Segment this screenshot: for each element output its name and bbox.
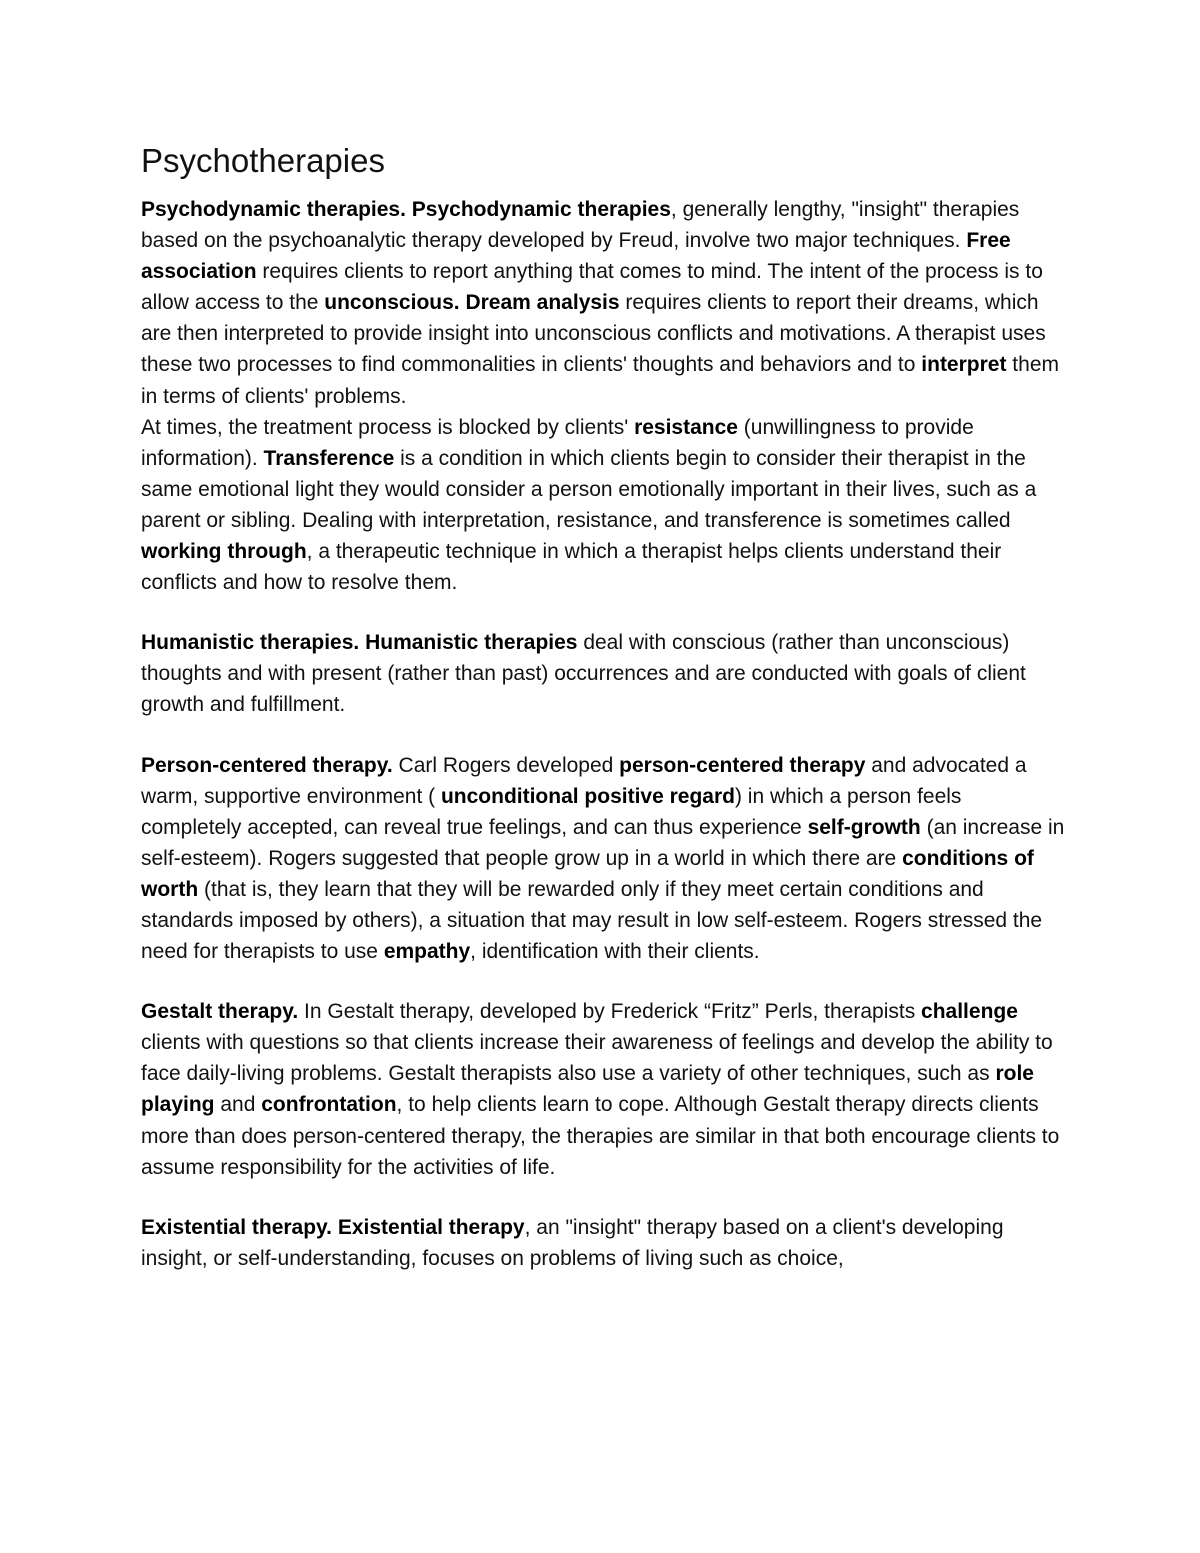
page-title: Psychotherapies (141, 142, 385, 179)
term-working-through: working through (141, 540, 307, 564)
paragraph-psychodynamic (141, 194, 1066, 412)
term-interpret: interpret (921, 353, 1007, 377)
text-span: is a condition in which clients begin to consider their therapist in the same emotional light they would consider a person emotionally important in their lives, such as a parent or sibling. Dealing with interpretation, resistance, and transference is sometimes called (141, 446, 1037, 532)
text-span: requires clients to report anything that comes to mind. The intent of the process is to allow access to the (141, 260, 1043, 315)
text-span: and (214, 1093, 262, 1117)
text-span: requires clients to report their dreams, which are then interpreted to provide insight into unconscious conflicts and motivations. A therapist uses these two processes to find commonalities in clients' thoughts and behaviors and to (141, 291, 1046, 377)
text-span: , generally lengthy, "insight" therapies based on the psychoanalytic therapy developed by Freud, involve two major techniques. (141, 198, 1020, 253)
paragraph-humanistic (141, 627, 1066, 720)
text-span: , a therapeutic technique in which a therapist helps clients understand their conflicts and how to resolve them. (141, 540, 1002, 595)
term-confrontation: confrontation (261, 1093, 397, 1117)
heading-psychodynamic: Psychodynamic therapies. (141, 198, 406, 221)
document-page (141, 140, 1066, 1274)
term-psychodynamic-therapies: Psychodynamic therapies (411, 198, 671, 221)
paragraph-gap (141, 1183, 1066, 1212)
text-span: Carl Rogers developed (392, 753, 620, 777)
text-span: , an "insight" therapy based on a client's developing insight, or self-understanding, focuses on problems of living such as choice, (141, 1215, 1004, 1270)
paragraph-gap (141, 721, 1066, 750)
text-span: , identification with their clients. (470, 940, 760, 964)
term-free-association: Free association (141, 229, 1011, 284)
text-span: In Gestalt therapy, developed by Frederick “Fritz” Perls, therapists (298, 1000, 922, 1024)
text-span: (that is, they learn that they will be rewarded only if they meet certain conditions and standards imposed by others), a situation that may result in low self-esteem. Rogers stressed the need for therapists to use (141, 877, 1043, 964)
term-self-growth: self-growth (807, 815, 921, 839)
term-humanistic-therapies: Humanistic therapies (365, 631, 578, 655)
paragraph-gap (141, 598, 1066, 627)
term-existential-therapy: Existential therapy (337, 1215, 525, 1239)
text-span: , to help clients learn to cope. Although Gestalt therapy directs clients more than does person-centered therapy, the therapies are similar in that both encourage clients to assume responsibility for the activities of life. (141, 1093, 1060, 1179)
paragraph-gestalt (141, 996, 1066, 1183)
text-span: (unwillingness to provide information). (141, 415, 974, 470)
text-span: clients with questions so that clients increase their awareness of feelings and develop the ability to face daily-living problems. Gestalt therapists also use a variety of other techniques, such as (141, 1031, 1053, 1086)
term-dream-analysis: Dream analysis (465, 291, 620, 315)
text-span: and advocated a warm, supportive environment ( (141, 753, 1027, 808)
text-span: them in terms of clients' problems. (141, 353, 1059, 408)
paragraph-person-centered (141, 750, 1066, 968)
heading-existential: Existential therapy. (141, 1215, 333, 1239)
text-span: ) in which a person feels completely accepted, can reveal true feelings, and can thus experience (141, 784, 962, 839)
term-conditions-of-worth: conditions of worth (141, 846, 1034, 901)
term-challenge: challenge (921, 1000, 1018, 1024)
term-resistance: resistance (634, 415, 738, 439)
heading-gestalt: Gestalt therapy. (141, 1000, 299, 1024)
text-span: At times, the treatment process is blocked by clients' (141, 415, 635, 439)
term-person-centered-therapy: person-centered therapy (619, 753, 866, 777)
text-span: (an increase in self-esteem). Rogers suggested that people grow up in a world in which there are (141, 815, 1065, 870)
term-empathy: empathy (383, 940, 471, 964)
paragraph-resistance (141, 412, 1066, 599)
term-unconscious: unconscious. (324, 291, 460, 315)
term-transference: Transference (263, 446, 395, 470)
heading-person-centered: Person-centered therapy. (141, 753, 393, 777)
paragraph-gap (141, 967, 1066, 996)
term-role-playing: role playing (141, 1062, 1034, 1117)
term-unconditional-positive-regard: unconditional positive regard (440, 784, 735, 808)
paragraph-existential (141, 1212, 1066, 1274)
text-span: deal with conscious (rather than unconscious) thoughts and with present (rather than past) occurrences and are conducted with goals of client growth and fulfillment. (141, 631, 1026, 717)
heading-humanistic: Humanistic therapies. (141, 631, 360, 655)
